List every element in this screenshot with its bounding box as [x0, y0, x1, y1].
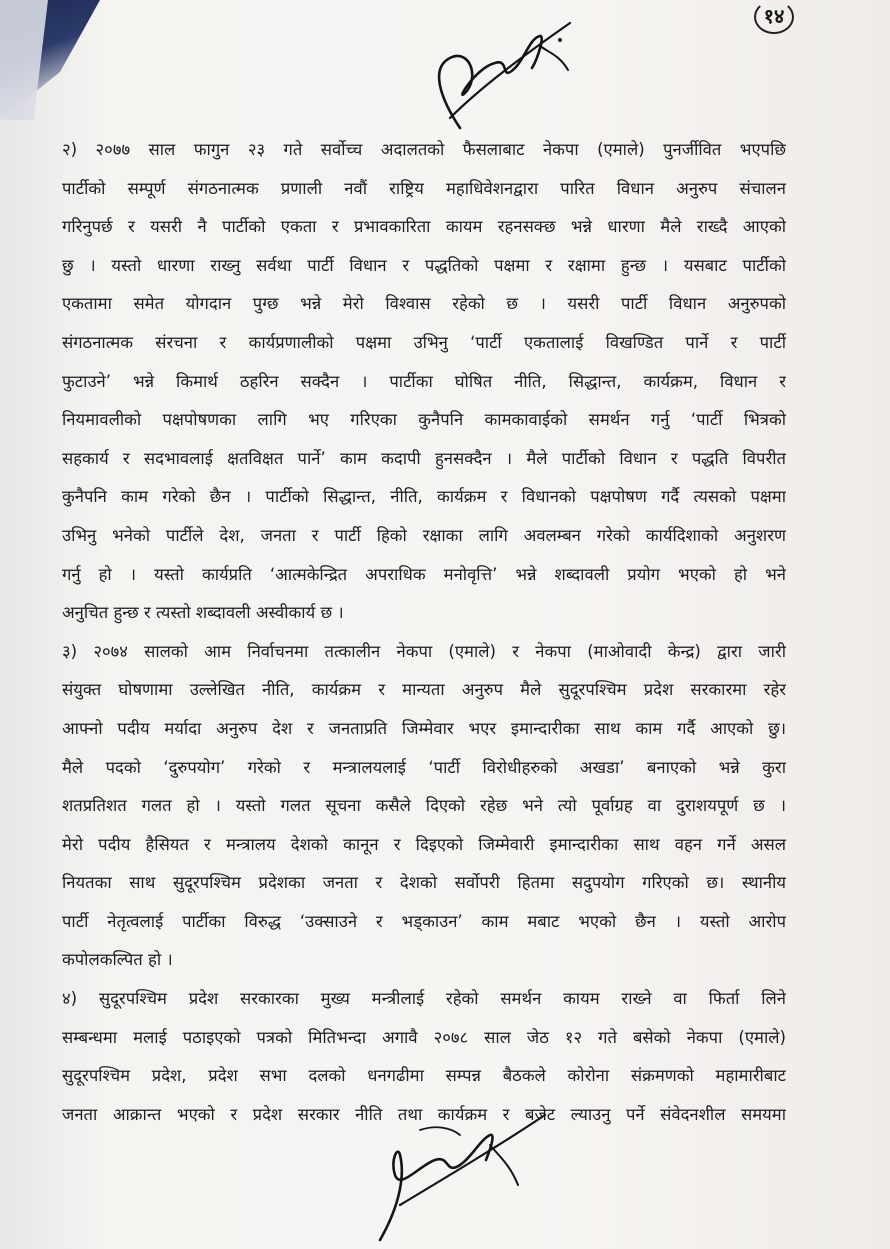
text-line: पार्टी नेतृत्वलाई पार्टीका विरुद्ध ‘उक्साउने र भड्काउन’ काम मबाट भएको छैन । यस्तो आरोप — [62, 911, 786, 931]
text-line: सम्बन्धमा मलाई पठाइएको पत्रको मितिभन्दा अगावै २०७८ साल जेठ १२ गते बसेको नेकपा (एमाले) — [62, 1027, 786, 1047]
letter-body — [62, 131, 786, 1134]
underlying-paper-edge — [0, 0, 48, 120]
text-line: गर्नु हो । यस्तो कार्यप्रति ‘आत्मकेन्द्रित अपराधिक मनोवृत्ति’ भन्ने शब्दावली प्रयोग भएको हो भने — [62, 564, 786, 584]
text-line: कुनैपनि काम गरेको छैन । पार्टीको सिद्धान्त, नीति, कार्यक्रम र विधानको पक्षपोषण गर्दै त्यसको पक्षमा — [62, 487, 786, 507]
text-line: मेरो पदीय हैसियत र मन्त्रालय देशको कानून र दिइएको जिम्मेवारी इमान्दारीका साथ वहन गर्ने असल — [62, 834, 786, 854]
text-line: एकतामा समेत योगदान पुग्छ भन्ने मेरो विश्वास रहेको छ । यसरी पार्टी विधान अनुरुपको — [62, 294, 786, 314]
text-line: नियमावलीको पक्षपोषणका लागि भए गरिएका कुनैपनि कामकावाईको समर्थन गर्नु ‘पार्टी भित्रको — [62, 410, 786, 430]
text-line: पार्टीको सम्पूर्ण संगठनात्मक प्रणाली नवौं राष्ट्रिय महाधिवेशनद्वारा पारित विधान अनुरुप संचालन — [62, 178, 786, 198]
page-number: १४ — [754, 0, 794, 34]
text-line: मैले पदको ‘दुरुपयोग’ गरेको र मन्त्रालयलाई ‘पार्टी विरोधीहरुको अखडा’ बनाएको भन्ने कुरा — [62, 757, 786, 777]
signature-top — [420, 8, 580, 138]
text-line: उभिनु भनेको पार्टीले देश, जनता र पार्टी हिको रक्षाका लागि अवलम्बन गरेको कार्यदिशाको अनुशरण — [62, 525, 786, 545]
text-line: सहकार्य र सदभावलाई क्षतविक्षत पार्ने’ काम कदापी हुनसक्दैन । मैले पार्टीको विधान र पद्धति विपरीत — [62, 448, 786, 468]
text-line: गरिनुपर्छ र यसरी नै पार्टीको एकता र प्रभावकारिता कायम रहनसक्छ भन्ने धारणा मैले राख्दै आएको — [62, 217, 786, 237]
paragraph-3 — [62, 633, 786, 980]
paragraph-2 — [62, 131, 786, 633]
text-line: जनता आक्रान्त भएको र प्रदेश सरकार नीति तथा कार्यक्रम र बजेट ल्याउनु पर्ने संवेदनशील समयमा — [62, 1104, 786, 1124]
text-line: आफ्नो पदीय मर्यादा अनुरुप देश र जनताप्रति जिम्मेवार भएर इमान्दारीका साथ काम गर्दै आएको छु। — [62, 718, 786, 738]
text-line: अनुचित हुन्छ र त्यस्तो शब्दावली अस्वीकार्य छ । — [62, 603, 344, 623]
text-line: छु । यस्तो धारणा राख्नु सर्वथा पार्टी विधान र पद्धतिको पक्षमा र रक्षामा हुन्छ । यसबाट पार्टीको — [62, 255, 786, 275]
text-line: नियतका साथ सुदूरपश्चिम प्रदेशका जनता र देशको सर्वोपरी हितमा सदुपयोग गरिएको छ। स्थानीय — [62, 873, 786, 893]
text-line: शतप्रतिशत गलत हो । यस्तो गलत सूचना कसैले दिएको रहेछ भने त्यो पूर्वाग्रह वा दुराशयपूर्ण छ । — [62, 796, 786, 816]
signature-bottom — [360, 1105, 560, 1245]
text-line: संयुक्त घोषणामा उल्लेखित नीति, कार्यक्रम र मान्यता अनुरुप मैले सुदूरपश्चिम प्रदेश सरकारमा रहेर — [62, 680, 786, 700]
text-line: सुदूरपश्चिम प्रदेश, प्रदेश सभा दलको धनगढीमा सम्पन्न बैठकले कोरोना संक्रमणको महामारीबाट — [62, 1066, 786, 1086]
text-line: संगठनात्मक संरचना र कार्यप्रणालीको पक्षमा उभिनु ‘पार्टी एकतालाई विखण्डित पार्ने र पार्टी — [62, 332, 786, 352]
text-line: ३) २०७४ सालको आम निर्वाचनमा तत्कालीन नेकपा (एमाले) र नेकपा (माओवादी केन्द्र) द्वारा जारी — [62, 641, 786, 661]
text-line: फुटाउने’ भन्ने किमार्थ ठहरिन सक्दैन । पार्टीका घोषित नीति, सिद्धान्त, कार्यक्रम, विधान र — [62, 371, 786, 391]
text-line: कपोलकल्पित हो । — [62, 950, 173, 970]
text-line: ४) सुदूरपश्चिम प्रदेश सरकारका मुख्य मन्त्रीलाई रहेको समर्थन कायम राख्ने वा फिर्ता लिने — [62, 989, 786, 1009]
text-line: २) २०७७ साल फागुन २३ गते सर्वोच्च अदालतको फैसलाबाट नेकपा (एमाले) पुनर्जीवित भएपछि — [62, 140, 786, 159]
